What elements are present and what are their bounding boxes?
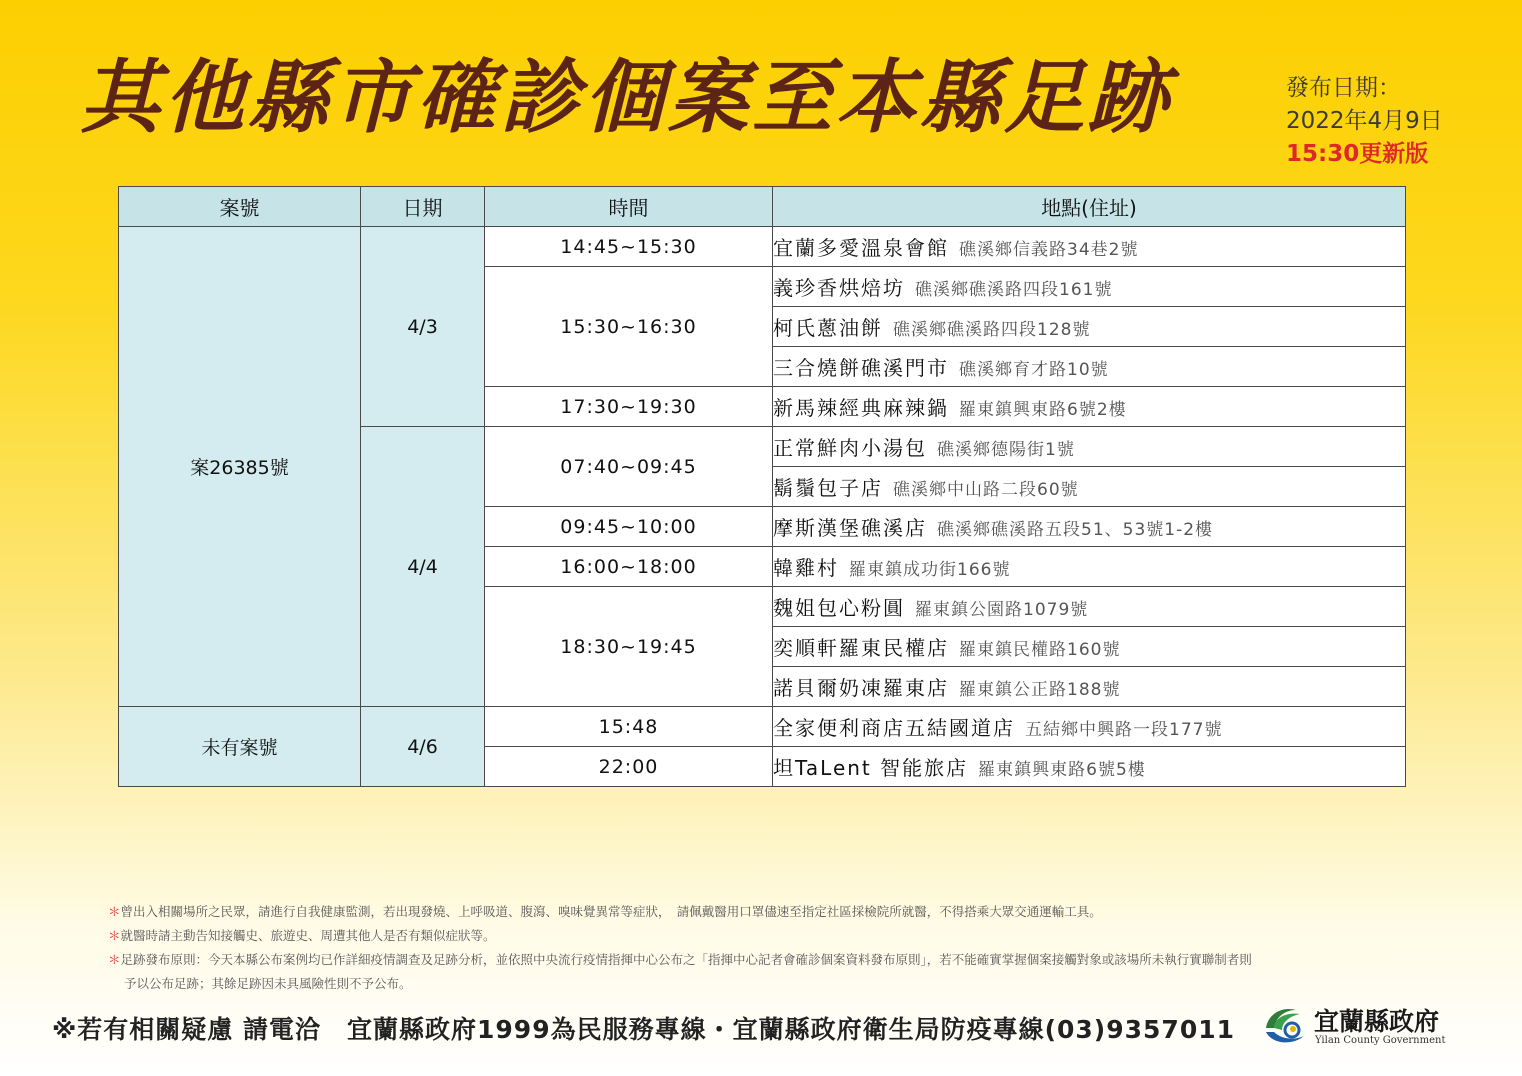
visit-date: 4/3 — [361, 227, 485, 427]
yilan-county-emblem-icon — [1262, 1002, 1310, 1048]
visit-time: 15:48 — [485, 707, 773, 747]
column-header-place: 地點(住址) — [773, 187, 1406, 227]
place-name: 坦TaLent 智能旅店 — [773, 756, 969, 780]
place-address: 五結鄉中興路一段177號 — [1025, 720, 1223, 740]
place-cell — [773, 667, 1406, 707]
place-cell — [773, 387, 1406, 427]
visit-time: 14:45~15:30 — [485, 227, 773, 267]
place-cell — [773, 747, 1406, 787]
place-cell — [773, 547, 1406, 587]
place-name: 全家便利商店五結國道店 — [773, 716, 1015, 740]
place-cell — [773, 507, 1406, 547]
place-name: 奕順軒羅東民權店 — [773, 636, 949, 660]
place-name: 義珍香烘焙坊 — [773, 276, 905, 300]
table-row — [119, 227, 1406, 267]
case-number: 未有案號 — [119, 707, 361, 787]
star-mark: ＊ — [108, 928, 121, 943]
visit-time: 22:00 — [485, 747, 773, 787]
star-mark: ＊ — [108, 952, 121, 967]
note-item: ＊足跡發布原則：今天本縣公布案例均已作詳細疫情調查及足跡分析，並依照中央流行疫情指揮中心公布之「指揮中心記者會確診個案資料發布原則」，若不能確實掌握個案接觸對象或該場所未執行實聯制者則 — [108, 952, 1252, 967]
place-address: 羅東鎮興東路6號2樓 — [959, 400, 1127, 420]
place-name: 魏姐包心粉圓 — [773, 596, 905, 620]
notes — [108, 900, 1478, 996]
place-address: 羅東鎮興東路6號5樓 — [978, 760, 1146, 780]
government-name-en: Yilan County Government — [1315, 1035, 1446, 1046]
column-header-time: 時間 — [485, 187, 773, 227]
place-address: 礁溪鄉礁溪路四段161號 — [915, 280, 1113, 300]
place-cell — [773, 627, 1406, 667]
visit-time: 09:45~10:00 — [485, 507, 773, 547]
note-item: ＊就醫時請主動告知接觸史、旅遊史、周遭其他人是否有類似症狀等。 — [108, 928, 496, 943]
place-cell — [773, 267, 1406, 307]
place-address: 羅東鎮民權路160號 — [959, 640, 1121, 660]
place-name: 鬍鬚包子店 — [773, 476, 883, 500]
place-name: 諾貝爾奶凍羅東店 — [773, 676, 949, 700]
place-name: 宜蘭多愛溫泉會館 — [773, 236, 949, 260]
place-name: 三合燒餅礁溪門市 — [773, 356, 949, 380]
government-name: 宜蘭縣政府 — [1314, 1007, 1440, 1036]
visit-time: 16:00~18:00 — [485, 547, 773, 587]
place-name: 新馬辣經典麻辣鍋 — [773, 396, 949, 420]
place-cell — [773, 587, 1406, 627]
place-address: 礁溪鄉育才路10號 — [959, 360, 1109, 380]
release-label: 發布日期： — [1286, 75, 1401, 101]
place-address: 礁溪鄉中山路二段60號 — [893, 480, 1079, 500]
place-address: 羅東鎮成功街166號 — [849, 560, 1011, 580]
note-continuation: 予以公布足跡；其餘足跡因未具風險性則不予公布。 — [124, 976, 412, 991]
place-cell — [773, 707, 1406, 747]
page-title: 其他縣市確診個案至本縣足跡 — [80, 51, 1172, 144]
place-cell — [773, 427, 1406, 467]
star-mark: ＊ — [108, 904, 121, 919]
place-name: 摩斯漢堡礁溪店 — [773, 516, 927, 540]
release-date: 2022年4月9日 — [1286, 108, 1443, 134]
place-cell — [773, 347, 1406, 387]
place-address: 羅東鎮公園路1079號 — [915, 600, 1089, 620]
table-body — [119, 227, 1406, 787]
place-cell — [773, 227, 1406, 267]
place-address: 礁溪鄉信義路34巷2號 — [959, 240, 1139, 260]
table-row — [119, 707, 1406, 747]
place-address: 礁溪鄉礁溪路四段128號 — [893, 320, 1091, 340]
place-name: 正常鮮肉小湯包 — [773, 436, 927, 460]
place-address: 礁溪鄉德陽街1號 — [937, 440, 1075, 460]
visit-date: 4/4 — [361, 427, 485, 707]
update-version: 15:30更新版 — [1286, 141, 1429, 167]
contact-hotline: ※若有相關疑慮 請電洽 宜蘭縣政府1999為民服務專線・宜蘭縣政府衛生局防疫專線(03)9357011 — [52, 1015, 1235, 1044]
place-name: 柯氏蔥油餅 — [773, 316, 883, 340]
place-cell — [773, 467, 1406, 507]
column-header-date: 日期 — [361, 187, 485, 227]
visit-date: 4/6 — [361, 707, 485, 787]
case-number: 案26385號 — [119, 227, 361, 707]
visit-time: 07:40~09:45 — [485, 427, 773, 507]
place-address: 羅東鎮公正路188號 — [959, 680, 1121, 700]
place-cell — [773, 307, 1406, 347]
note-item: ＊曾出入相關場所之民眾，請進行自我健康監測，若出現發燒、上呼吸道、腹瀉、嗅味覺異常等症狀， 請佩戴醫用口罩儘速至指定社區採檢院所就醫，不得搭乘大眾交通運輸工具。 — [108, 904, 1102, 919]
release-info — [1286, 72, 1486, 171]
government-logo — [1262, 1002, 1477, 1054]
footprint-table — [118, 186, 1406, 787]
visit-time: 15:30~16:30 — [485, 267, 773, 387]
place-address: 礁溪鄉礁溪路五段51、53號1-2樓 — [937, 520, 1214, 540]
visit-time: 18:30~19:45 — [485, 587, 773, 707]
visit-time: 17:30~19:30 — [485, 387, 773, 427]
table-header-row — [119, 187, 1406, 227]
place-name: 韓雞村 — [773, 556, 839, 580]
column-header-case: 案號 — [119, 187, 361, 227]
